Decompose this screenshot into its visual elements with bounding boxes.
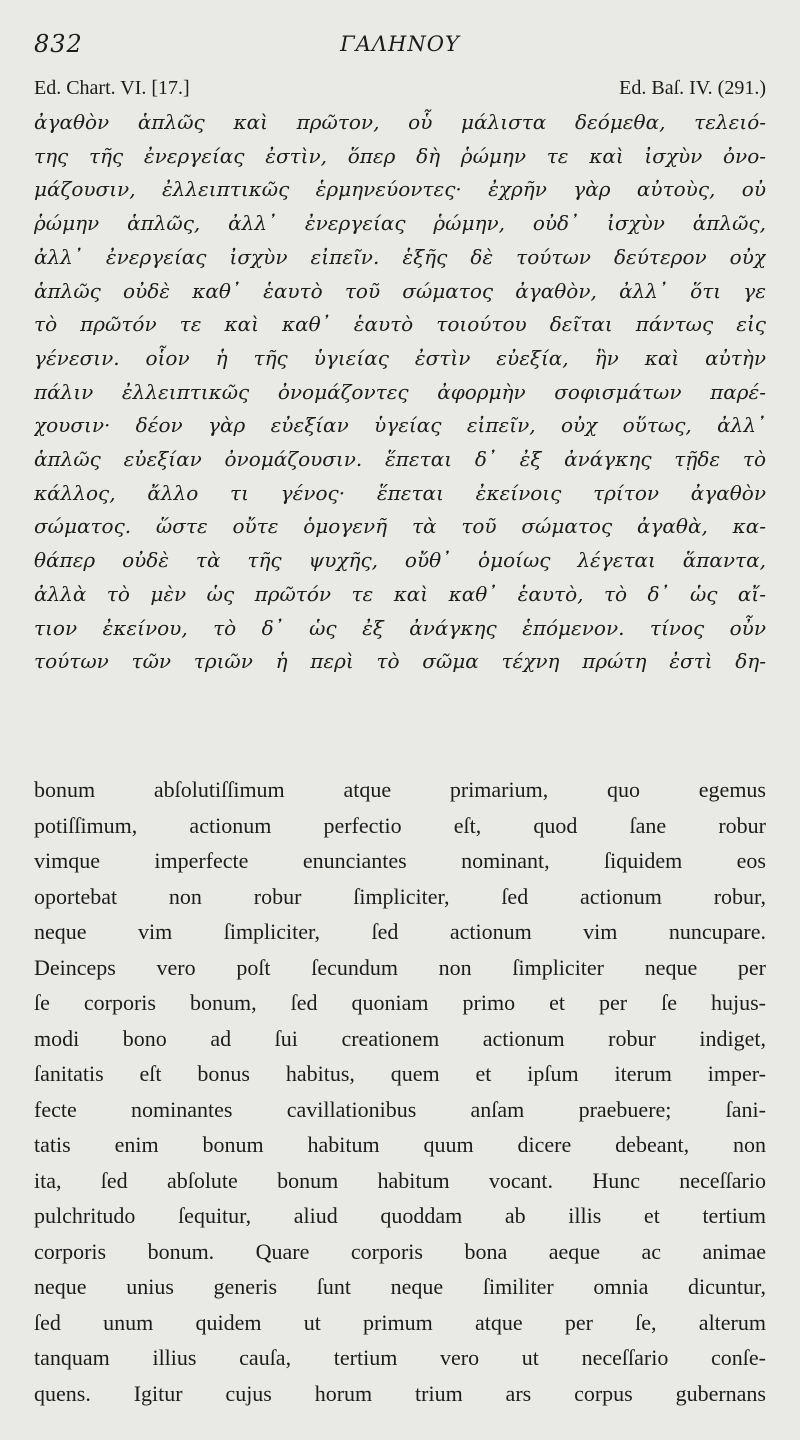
greek-line: ἀλλὰ τὸ μὲν ὡς πρῶτόν τε καὶ καθ᾽ ἑαυτὸ, τὸ δ᾽ ὡς αἴ- xyxy=(34,581,766,606)
latin-line: corporis bonum. Quare corporis bona aeque ac animae xyxy=(34,1238,766,1264)
latin-line: oportebat non robur ſimpliciter, ſed actionum robur, xyxy=(34,883,766,909)
latin-line: bonum abſolutiſſimum atque primarium, quo egemus xyxy=(34,777,766,802)
greek-text-block xyxy=(34,106,766,679)
latin-line: ita, ſed abſolute bonum habitum vocant. Hunc neceſſario xyxy=(34,1167,766,1193)
greek-line: της τῆς ἐνεργείας ἐστὶν, ὅπερ δὴ ῥώμην τε καὶ ἰσχὺν ὀνο- xyxy=(34,143,766,168)
greek-line: γένεσιν. οἷον ἡ τῆς ὑγιείας ἐστὶν εὐεξία, ἣν καὶ αὐτὴν xyxy=(34,345,766,370)
greek-line: τιον ἐκείνου, τὸ δ᾽ ὡς ἐξ ἀνάγκης ἑπόμενον. τίνος οὖν xyxy=(34,615,766,640)
latin-line: ſed unum quidem ut primum atque per ſe, alterum xyxy=(34,1309,766,1335)
latin-line: ſanitatis eſt bonus habitus, quem et ipſum iterum imper- xyxy=(34,1061,766,1086)
greek-line: χουσιν· δέον γὰρ εὐεξίαν ὑγείας εἰπεῖν, οὐχ οὕτως, ἀλλ᾽ xyxy=(34,413,766,438)
greek-line: ἀλλ᾽ ἐνεργείας ἰσχὺν εἰπεῖν. ἑξῆς δὲ τούτων δεύτερον οὐχ xyxy=(34,244,766,269)
greek-line: σώματος. ὥστε οὔτε ὁμογενῆ τὰ τοῦ σώματος ἀγαθὰ, κα- xyxy=(34,514,766,539)
latin-line: potiſſimum, actionum perfectio eſt, quod ſane robur xyxy=(34,812,766,838)
greek-line: ἀγαθὸν ἁπλῶς καὶ πρῶτον, οὗ μάλιστα δεόμεθα, τελειό- xyxy=(34,110,766,134)
edition-chartier-reference: Ed. Chart. VI. [17.] xyxy=(34,77,190,99)
greek-line: μάζουσιν, ἐλλειπτικῶς ἑρμηνεύοντες· ἐχρῆν γὰρ αὐτοὺς, οὐ xyxy=(34,177,766,202)
page-number: 832 xyxy=(34,30,83,58)
latin-line: tanquam illius cauſa, tertium vero ut neceſſario conſe- xyxy=(34,1345,766,1370)
edition-reference-line xyxy=(34,77,766,105)
greek-line: πάλιν ἐλλειπτικῶς ὀνομάζοντες ἀφορμὴν σοφισμάτων παρέ- xyxy=(34,379,766,404)
latin-line: modi bono ad ſui creationem actionum robur indiget, xyxy=(34,1025,766,1051)
latin-line: fecte nominantes cavillationibus anſam praebuere; ſani- xyxy=(34,1096,766,1122)
latin-line: pulchritudo ſequitur, aliud quoddam ab illis et tertium xyxy=(34,1203,766,1228)
latin-line: neque unius generis ſunt neque ſimiliter omnia dicuntur, xyxy=(34,1274,766,1299)
edition-basel-reference: Ed. Baſ. IV. (291.) xyxy=(619,77,766,99)
greek-line: τὸ πρῶτόν τε καὶ καθ᾽ ἑαυτὸ τοιούτου δεῖται πάντως εἰς xyxy=(34,312,766,337)
greek-line: ἁπλῶς εὐεξίαν ὀνομάζουσιν. ἕπεται δ᾽ ἐξ ἀνάγκης τῇδε τὸ xyxy=(34,447,766,472)
greek-line: θάπερ οὐδὲ τὰ τῆς ψυχῆς, οὔθ᾽ ὁμοίως λέγεται ἅπαντα, xyxy=(34,548,766,573)
latin-line: vimque imperfecte enunciantes nominant, ſiquidem eos xyxy=(34,848,766,873)
latin-line: Deinceps vero poſt ſecundum non ſimpliciter neque per xyxy=(34,954,766,980)
latin-line: ſe corporis bonum, ſed quoniam primo et per ſe hujus- xyxy=(34,990,766,1015)
greek-line: κάλλος, ἄλλο τι γένος· ἕπεται ἐκείνοις τρίτον ἀγαθὸν xyxy=(34,480,766,505)
latin-text-block xyxy=(34,772,766,1411)
greek-line: ἁπλῶς οὐδὲ καθ᾽ ἑαυτὸ τοῦ σώματος ἀγαθὸν, ἀλλ᾽ ὅτι γε xyxy=(34,278,766,303)
running-title: ΓΑΛΗΝΟΥ xyxy=(340,32,460,56)
latin-line: neque vim ſimpliciter, ſed actionum vim nuncupare. xyxy=(34,919,766,944)
latin-line: quens. Igitur cujus horum trium ars corpus gubernans xyxy=(34,1380,766,1406)
greek-line: ῥώμην ἁπλῶς, ἀλλ᾽ ἐνεργείας ῥώμην, οὐδ᾽ ἰσχὺν ἁπλῶς, xyxy=(34,211,766,236)
running-head xyxy=(34,30,766,62)
latin-line: tatis enim bonum habitum quum dicere debeant, non xyxy=(34,1132,766,1157)
greek-line: τούτων τῶν τριῶν ἡ περὶ τὸ σῶμα τέχνη πρώτη ἐστὶ δη- xyxy=(34,649,766,674)
